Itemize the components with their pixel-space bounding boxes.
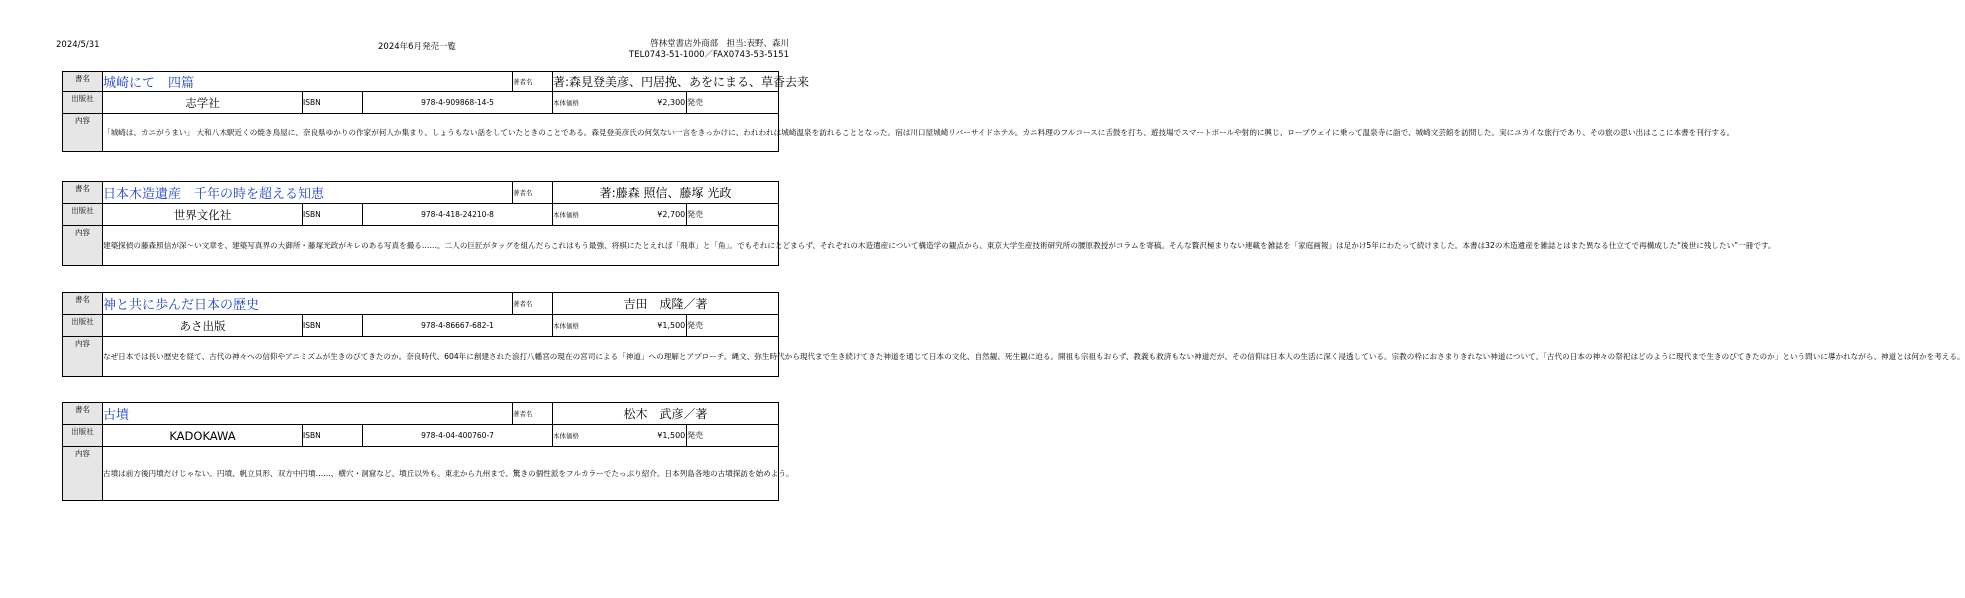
price-label: 本体価格 — [553, 425, 657, 447]
store-contact: TEL0743-51-1000／FAX0743-53-5151 — [629, 50, 789, 60]
book-title: 古墳 — [103, 403, 513, 425]
author-label: 著者名 — [513, 403, 553, 425]
isbn-label: ISBN — [303, 204, 363, 226]
book-isbn: 978-4-04-400760-7 — [363, 425, 553, 447]
title-label: 書名 — [63, 182, 103, 204]
book-entry — [62, 71, 1735, 152]
store-info — [629, 39, 789, 61]
book-author: 著:藤森 照信、藤塚 光政 — [553, 182, 779, 204]
content-label: 内容 — [63, 447, 103, 501]
book-entry — [62, 292, 1965, 377]
book-content: なぜ日本では長い歴史を経て、古代の神々への信仰やアニミズムが生きのびてきたのか。奈良時代、604年に創建された浪打八幡宮の現在の宮司による「神道」への理解とアプローチ。縄文、弥生時代から現代まで生き続けてきた神道を通じて日本の文化、自然観、死生観に迫る。開祖も宗祖もおらず、教義も救済もない神道だが、その信仰は日本人の生活に深く浸透している。宗教の枠におさまりきれない神道について、「古代の日本の神々の祭祀はどのように現代まで生きのびてきたのか」という問いに導かれながら、神道とは何かを考える。 — [103, 337, 779, 377]
author-label: 著者名 — [513, 182, 553, 204]
release-label: 発売 — [687, 315, 779, 337]
book-price: ¥2,700 — [657, 204, 687, 226]
book-price: ¥2,300 — [657, 92, 687, 114]
content-label: 内容 — [63, 337, 103, 377]
content-label: 内容 — [63, 114, 103, 152]
author-label: 著者名 — [513, 72, 553, 92]
report-title: 2024年6月発売一覧 — [378, 42, 457, 52]
publisher-label: 出版社 — [63, 92, 103, 114]
publisher-label: 出版社 — [63, 315, 103, 337]
book-title: 日本木造遺産 千年の時を超える知恵 — [103, 182, 513, 204]
isbn-label: ISBN — [303, 315, 363, 337]
book-content: 「城崎は、カニがうまい」 大和八木駅近くの焼き鳥屋に、奈良県ゆかりの作家が何人か集まり、しょうもない話をしていたときのことである。森見登美彦氏の何気ない一言をきっかけに、われわれは城崎温泉を訪れることとなった。宿は川口屋城崎リバーサイドホテル。カニ料理のフルコースに舌鼓を打ち、遊技場でスマートボールや射的に興じ、ロープウェイに乗って温泉寺に詣で、城崎文芸館を訪問した。実にユカイな旅行であり、その旅の思い出はここに本書を刊行する。 — [103, 114, 779, 152]
book-content: 建築探偵の藤森照信が深～い文章を、建築写真界の大御所・藤塚光政がキレのある写真を撮る……。二人の巨匠がタッグを組んだらこれはもう最強、将棋にたとえれば「飛車」と「角」。でもそれにとどまらず、それぞれの木造遺産について構造学の観点から、東京大学生産技術研究所の腰原教授がコラムを寄稿。そんな贅沢極まりない連載を雑誌を「家庭画報」は足かけ5年にわたって続けました。本書は32の木造遺産を雑誌とはまた異なる仕立てで再構成した“後世に残したい”一冊です。 — [103, 226, 779, 266]
book-entry — [62, 181, 1776, 266]
book-price: ¥1,500 — [657, 315, 687, 337]
book-publisher: 世界文化社 — [103, 204, 303, 226]
book-isbn: 978-4-418-24210-8 — [363, 204, 553, 226]
book-publisher: あさ出版 — [103, 315, 303, 337]
isbn-label: ISBN — [303, 92, 363, 114]
release-label: 発売 — [687, 204, 779, 226]
price-label: 本体価格 — [553, 315, 657, 337]
content-label: 内容 — [63, 226, 103, 266]
title-label: 書名 — [63, 72, 103, 92]
book-publisher: KADOKAWA — [103, 425, 303, 447]
book-author: 著:森見登美彦、円居挽、あをにまる、草香去来 — [553, 72, 779, 92]
book-title: 城崎にて 四篇 — [103, 72, 513, 92]
title-label: 書名 — [63, 403, 103, 425]
book-content: 古墳は前方後円墳だけじゃない。円墳、帆立貝形、双方中円墳……、横穴・洞窟など、墳丘以外も。東北から九州まで、驚きの個性派をフルカラーでたっぷり紹介。日本列島各地の古墳探訪を始めよう。 — [103, 447, 779, 501]
release-label: 発売 — [687, 92, 779, 114]
book-entry — [62, 402, 794, 501]
title-label: 書名 — [63, 293, 103, 315]
book-isbn: 978-4-86667-682-1 — [363, 315, 553, 337]
release-label: 発売 — [687, 425, 779, 447]
book-author: 吉田 成隆／著 — [553, 293, 779, 315]
isbn-label: ISBN — [303, 425, 363, 447]
author-label: 著者名 — [513, 293, 553, 315]
book-isbn: 978-4-909868-14-5 — [363, 92, 553, 114]
book-author: 松木 武彦／著 — [553, 403, 779, 425]
book-title: 神と共に歩んだ日本の歴史 — [103, 293, 513, 315]
store-name: 啓林堂書店外商部 担当:表野、森川 — [650, 39, 789, 49]
publisher-label: 出版社 — [63, 204, 103, 226]
book-publisher: 志学社 — [103, 92, 303, 114]
price-label: 本体価格 — [553, 204, 657, 226]
publisher-label: 出版社 — [63, 425, 103, 447]
report-date: 2024/5/31 — [56, 40, 100, 50]
book-price: ¥1,500 — [657, 425, 687, 447]
price-label: 本体価格 — [553, 92, 657, 114]
